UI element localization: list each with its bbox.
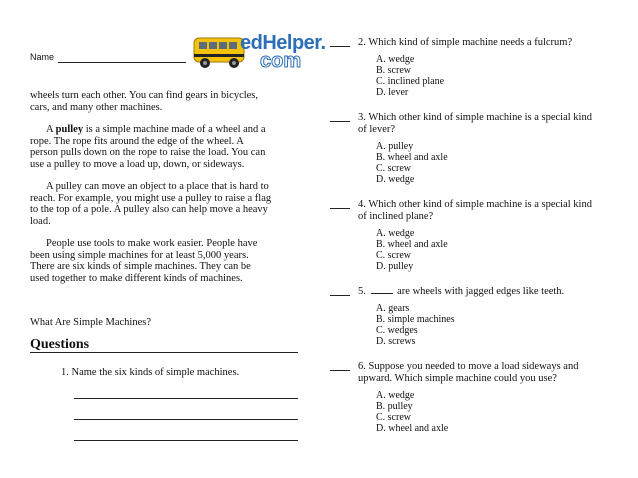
- q5-option-b[interactable]: B. simple machines: [376, 314, 455, 325]
- q4-answer-blank[interactable]: [330, 208, 350, 209]
- questions-heading-rule: [30, 352, 298, 353]
- logo-text-bottom: com: [260, 50, 302, 72]
- q6-option-a[interactable]: A. wedge: [376, 390, 415, 401]
- logo-text-top: edHelper.: [240, 32, 326, 54]
- q1-answer-line-1[interactable]: [74, 398, 298, 399]
- reading-passage: [30, 90, 272, 284]
- q3-option-b[interactable]: B. wheel and axle: [376, 152, 448, 163]
- q2-option-c[interactable]: C. inclined plane: [376, 76, 445, 87]
- question-6-options: [376, 390, 448, 434]
- term-pulley: pulley: [55, 124, 84, 135]
- q4-option-a[interactable]: A. wedge: [376, 228, 415, 239]
- passage-paragraph-1: wheels turn each other. You can find gears in bicycles, cars, and many other machines.: [30, 90, 259, 113]
- q6-option-b[interactable]: B. pulley: [376, 401, 413, 412]
- question-3-text: 3. Which other kind of simple machine is a special kind of lever?: [358, 112, 592, 135]
- q2-option-a[interactable]: A. wedge: [376, 54, 415, 65]
- question-5-options: [376, 303, 455, 347]
- name-label: Name: [30, 52, 55, 62]
- question-2-text: 2. Which kind of simple machine needs a fulcrum?: [358, 37, 573, 48]
- q1-answer-line-2[interactable]: [74, 419, 298, 420]
- question-1-text: 1. Name the six kinds of simple machines.: [61, 367, 240, 378]
- q6-option-c[interactable]: C. screw: [376, 412, 411, 423]
- q2-answer-blank[interactable]: [330, 46, 350, 47]
- q2-option-d[interactable]: D. lever: [376, 87, 409, 98]
- question-4-text: 4. Which other kind of simple machine is a special kind of inclined plane?: [358, 199, 592, 222]
- q3-option-d[interactable]: D. wedge: [376, 174, 415, 185]
- q1-answer-line-3[interactable]: [74, 440, 298, 441]
- question-2-options: [376, 54, 444, 98]
- question-3-options: [376, 141, 448, 185]
- q6-option-d[interactable]: D. wheel and axle: [376, 423, 449, 434]
- question-5-text: 5. are wheels with jagged edges like teeth.: [358, 286, 565, 297]
- question-6-text: 6. Suppose you needed to move a load sideways and upward. Which simple machine could you use?: [358, 361, 579, 384]
- questions-heading: Questions: [30, 337, 90, 352]
- passage-paragraph-3: A pulley can move an object to a place that is hard to reach. For example, you might use a pulley to raise a flag to the top of a pole. A pulley also can help move a heavy load.: [30, 181, 272, 227]
- q4-option-b[interactable]: B. wheel and axle: [376, 239, 448, 250]
- q3-option-a[interactable]: A. pulley: [376, 141, 414, 152]
- q2-option-b[interactable]: B. screw: [376, 65, 411, 76]
- name-field[interactable]: [58, 62, 186, 63]
- q4-option-d[interactable]: D. pulley: [376, 261, 414, 272]
- edhelper-logo: [190, 28, 326, 76]
- q5-option-d[interactable]: D. screws: [376, 336, 416, 347]
- q6-answer-blank[interactable]: [330, 370, 350, 371]
- q3-option-c[interactable]: C. screw: [376, 163, 411, 174]
- q5-option-c[interactable]: C. wedges: [376, 325, 418, 336]
- passage-paragraph-4: People use tools to make work easier. People have been using simple machines for at least 5,000 years. There are six kinds of simple machines. They can be used together to make different kinds of machines.: [30, 238, 258, 284]
- q3-answer-blank[interactable]: [330, 121, 350, 122]
- passage-subtitle: What Are Simple Machines?: [30, 317, 152, 328]
- passage-paragraph-2: A pulley is a simple machine made of a wheel and a rope. The rope fits around the edge of the wheel. A person pulls down on the rope to raise the load. You can use a pulley to move a load up, down, or sideways.: [30, 124, 266, 170]
- q5-inline-blank[interactable]: [371, 293, 393, 294]
- q4-option-c[interactable]: C. screw: [376, 250, 411, 261]
- q5-answer-blank[interactable]: [330, 295, 350, 296]
- question-4-options: [376, 228, 448, 272]
- q5-option-a[interactable]: A. gears: [376, 303, 410, 314]
